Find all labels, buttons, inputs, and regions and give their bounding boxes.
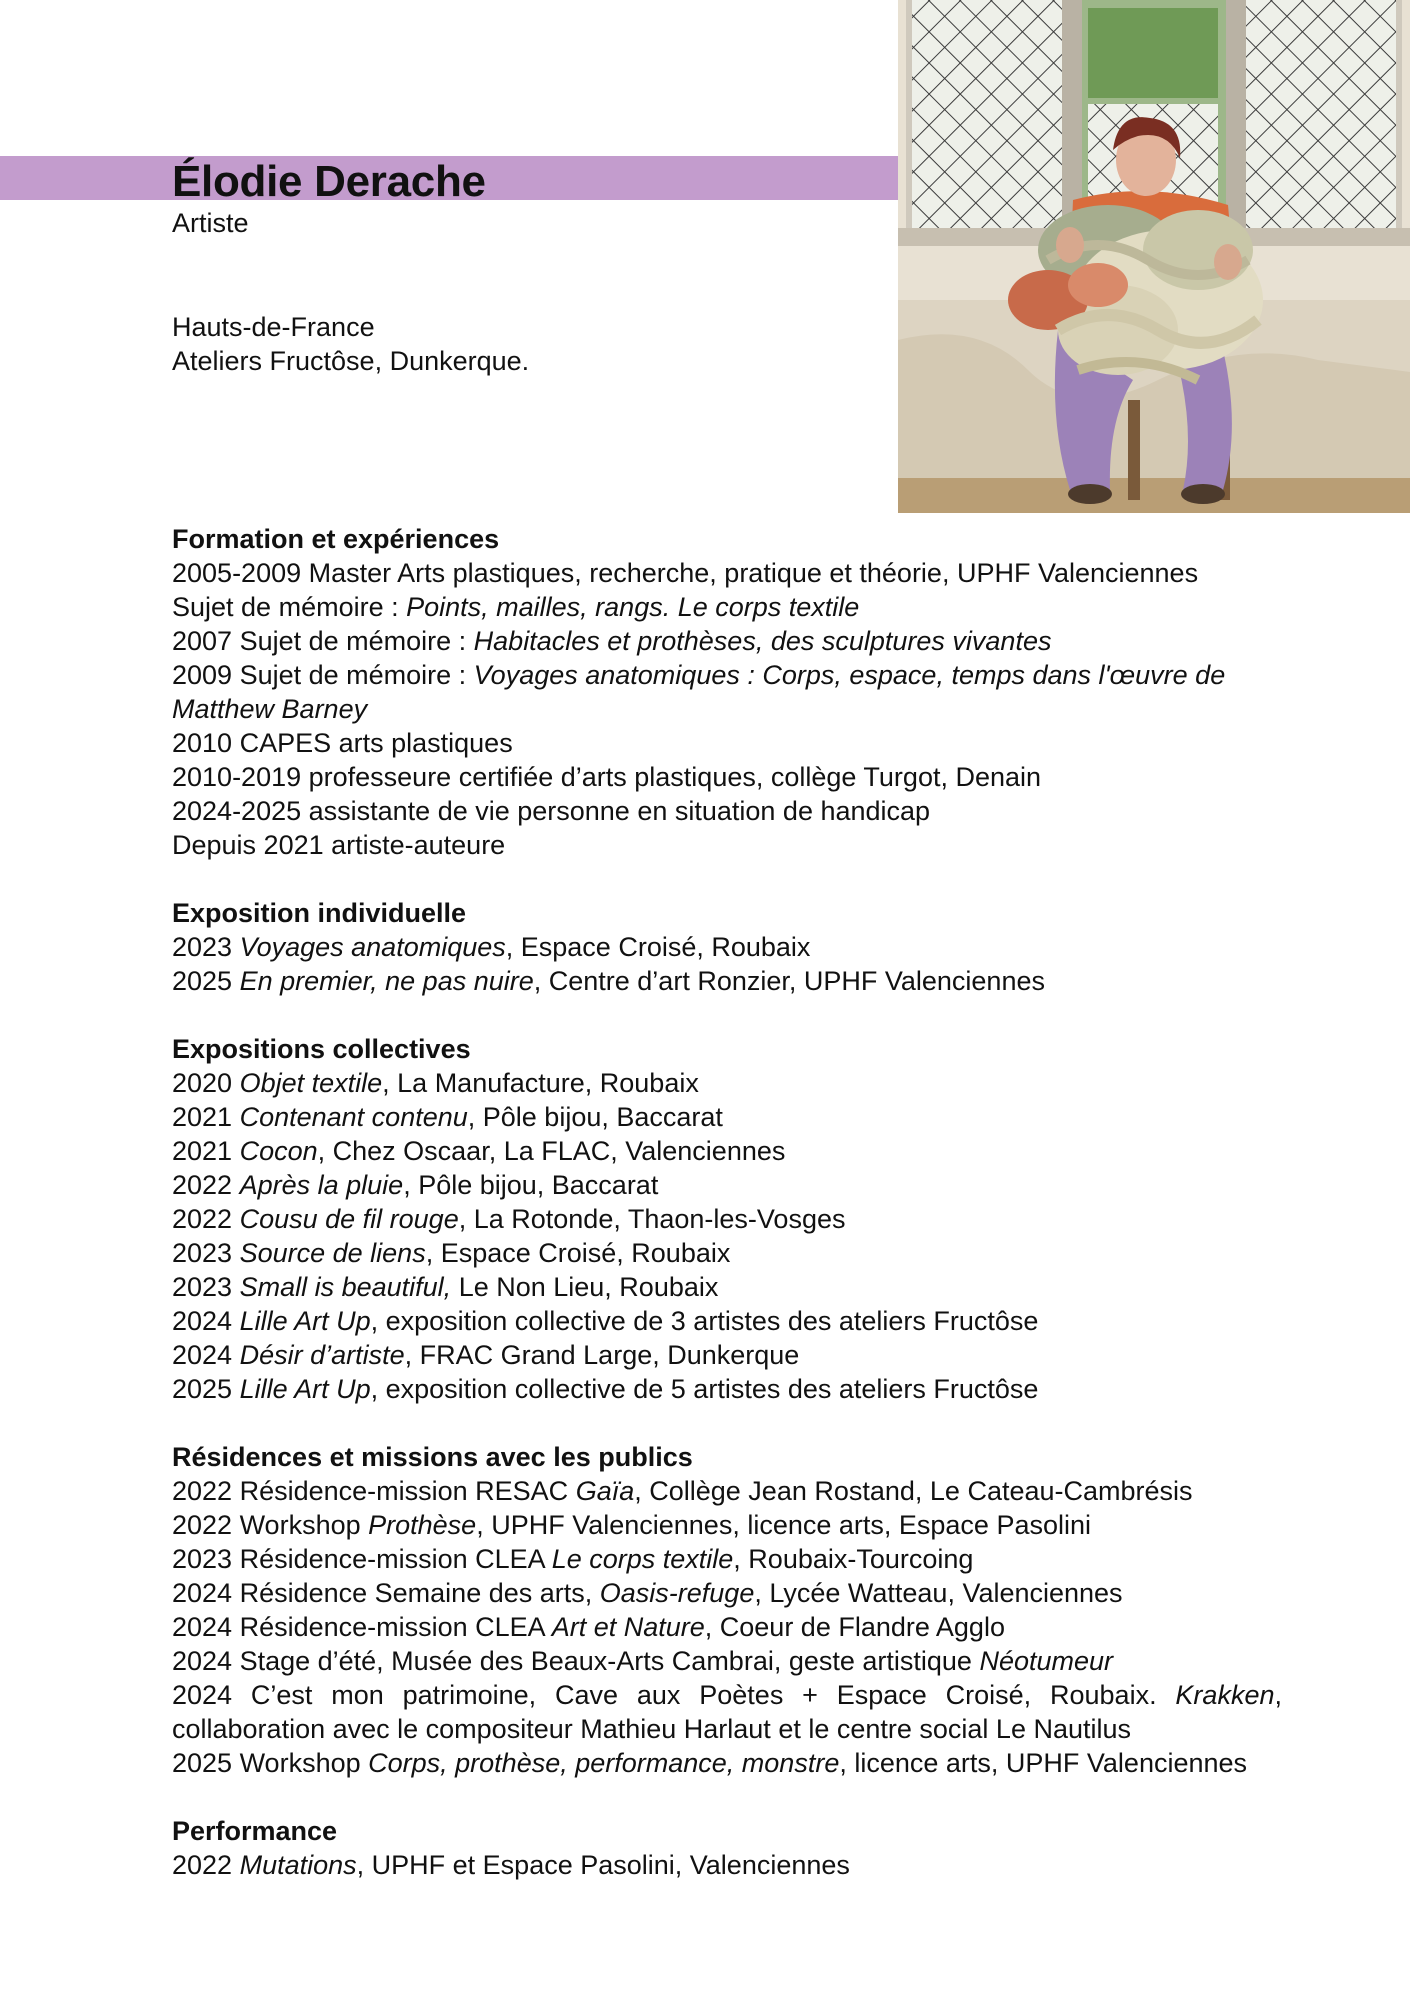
cv-entry <box>172 1270 1282 1304</box>
entry-work-title: Voyages anatomiques <box>239 932 506 962</box>
entry-text: , collaboration avec le compositeur Mathieu Harlaut et le centre social Le Nautilus <box>172 1680 1282 1744</box>
entry-text: 2025 <box>172 966 240 996</box>
entry-text: 2021 <box>172 1136 240 1166</box>
entry-work-title: Habitacles et prothèses, des sculptures vivantes <box>473 626 1052 656</box>
cv-entry <box>172 1542 1282 1576</box>
entry-text: 2023 Résidence-mission CLEA <box>172 1544 552 1574</box>
section-expositions-collectives <box>172 1032 1282 1406</box>
entry-work-title: Mutations <box>239 1850 357 1880</box>
cv-entry <box>172 726 1282 760</box>
entry-text: , Coeur de Flandre Agglo <box>704 1612 1005 1642</box>
section-formation <box>172 522 1282 862</box>
entry-work-title: Après la pluie <box>239 1170 404 1200</box>
entry-text: 2022 <box>172 1204 240 1234</box>
entry-text: 2024-2025 assistante de vie personne en situation de handicap <box>172 796 931 826</box>
entry-text: , UPHF Valenciennes, licence arts, Espace Pasolini <box>476 1510 1091 1540</box>
entry-work-title: En premier, ne pas nuire <box>239 966 534 996</box>
cv-entry <box>172 1304 1282 1338</box>
formation-list <box>172 556 1282 862</box>
entry-work-title: Cocon <box>239 1136 318 1166</box>
entry-text: 2010-2019 professeure certifiée d’arts plastiques, collège Turgot, Denain <box>172 762 1042 792</box>
entry-work-title: Oasis-refuge <box>599 1578 755 1608</box>
location-region: Hauts-de-France <box>172 312 375 342</box>
entry-text: 2023 <box>172 1272 240 1302</box>
entry-text: , exposition collective de 5 artistes des ateliers Fructôse <box>370 1374 1039 1404</box>
entry-text: , UPHF et Espace Pasolini, Valenciennes <box>356 1850 850 1880</box>
entry-text: , La Rotonde, Thaon-les-Vosges <box>458 1204 846 1234</box>
cv-entry <box>172 556 1282 590</box>
entry-text: 2022 <box>172 1850 240 1880</box>
entry-work-title: Contenant contenu <box>239 1102 468 1132</box>
entry-text: Le Non Lieu, Roubaix <box>451 1272 719 1302</box>
entry-work-title: Source de liens <box>239 1238 426 1268</box>
entry-text: 2005-2009 Master Arts plastiques, recherche, pratique et théorie, UPHF Valenciennes <box>172 558 1199 588</box>
section-residences <box>172 1440 1282 1780</box>
entry-text: , Pôle bijou, Baccarat <box>403 1170 659 1200</box>
location-studio: Ateliers Fructôse, Dunkerque. <box>172 346 530 376</box>
entry-work-title: Voyages anatomiques : Corps, espace, temps dans l'œuvre de Matthew Barney <box>172 660 1226 724</box>
entry-text: 2020 <box>172 1068 240 1098</box>
entry-text: 2024 Résidence Semaine des arts, <box>172 1578 600 1608</box>
entry-work-title: Lille Art Up <box>239 1374 371 1404</box>
exposition-individuelle-list <box>172 930 1282 998</box>
entry-text: , Espace Croisé, Roubaix <box>505 932 811 962</box>
entry-text: 2022 <box>172 1170 240 1200</box>
section-title-performance: Performance <box>172 1816 338 1846</box>
entry-text: , FRAC Grand Large, Dunkerque <box>404 1340 800 1370</box>
cv-entry <box>172 1134 1282 1168</box>
cv-entry <box>172 1610 1282 1644</box>
entry-work-title: Small is beautiful, <box>239 1272 452 1302</box>
expositions-collectives-list <box>172 1066 1282 1406</box>
entry-text: 2009 Sujet de mémoire : <box>172 660 474 690</box>
entry-text: , Espace Croisé, Roubaix <box>425 1238 731 1268</box>
section-exposition-individuelle <box>172 896 1282 998</box>
entry-work-title: Objet textile <box>239 1068 383 1098</box>
entry-work-title: Prothèse <box>368 1510 477 1540</box>
cv-entry <box>172 1066 1282 1100</box>
artist-role: Artiste <box>172 208 249 238</box>
cv-entry <box>172 1236 1282 1270</box>
entry-work-title: Corps, prothèse, performance, monstre <box>368 1748 840 1778</box>
cv-entry <box>172 1576 1282 1610</box>
performance-list <box>172 1848 1282 1882</box>
artist-portrait-photo <box>898 0 1410 513</box>
entry-work-title: Art et Nature <box>551 1612 705 1642</box>
entry-work-title: Le corps textile <box>551 1544 734 1574</box>
entry-text: 2022 Workshop <box>172 1510 369 1540</box>
cv-entry <box>172 1168 1282 1202</box>
cv-entry <box>172 1848 1282 1882</box>
entry-text: , Roubaix-Tourcoing <box>733 1544 974 1574</box>
cv-entry <box>172 1644 1282 1678</box>
entry-work-title: Krakken <box>1175 1680 1275 1710</box>
cv-entry <box>172 1372 1282 1406</box>
cv-entry <box>172 964 1282 998</box>
section-title-expositions-collectives: Expositions collectives <box>172 1034 471 1064</box>
cv-entry <box>172 1746 1282 1780</box>
section-title-exposition-individuelle: Exposition individuelle <box>172 898 467 928</box>
cv-entry <box>172 760 1282 794</box>
entry-work-title: Désir d’artiste <box>239 1340 405 1370</box>
cv-entry <box>172 1202 1282 1236</box>
cv-entry <box>172 658 1282 726</box>
entry-text: , La Manufacture, Roubaix <box>382 1068 699 1098</box>
cv-entry <box>172 624 1282 658</box>
entry-text: , exposition collective de 3 artistes des ateliers Fructôse <box>370 1306 1039 1336</box>
cv-entry <box>172 794 1282 828</box>
entry-text: 2022 Résidence-mission RESAC <box>172 1476 576 1506</box>
entry-text: 2023 <box>172 932 240 962</box>
entry-text: 2024 Stage d’été, Musée des Beaux-Arts Cambrai, geste artistique <box>172 1646 980 1676</box>
entry-text: 2024 <box>172 1340 240 1370</box>
entry-text: 2024 <box>172 1306 240 1336</box>
cv-body <box>172 522 1282 1916</box>
entry-text: , Chez Oscaar, La FLAC, Valenciennes <box>317 1136 786 1166</box>
entry-text: , licence arts, UPHF Valenciennes <box>839 1748 1248 1778</box>
entry-text: 2023 <box>172 1238 240 1268</box>
entry-work-title: Points, mailles, rangs. Le corps textile <box>406 592 860 622</box>
residences-list <box>172 1474 1282 1780</box>
section-performance <box>172 1814 1282 1882</box>
section-title-residences: Résidences et missions avec les publics <box>172 1442 693 1472</box>
cv-entry <box>172 930 1282 964</box>
section-title-formation: Formation et expériences <box>172 524 500 554</box>
entry-work-title: Gaïa <box>575 1476 635 1506</box>
entry-text: Depuis 2021 artiste-auteure <box>172 830 506 860</box>
entry-text: 2021 <box>172 1102 240 1132</box>
entry-text: Sujet de mémoire : <box>172 592 407 622</box>
entry-work-title: Cousu de fil rouge <box>239 1204 459 1234</box>
cv-entry <box>172 1474 1282 1508</box>
entry-text: , Centre d’art Ronzier, UPHF Valenciennes <box>533 966 1045 996</box>
entry-text: 2024 Résidence-mission CLEA <box>172 1612 552 1642</box>
entry-work-title: Lille Art Up <box>239 1306 371 1336</box>
cv-entry <box>172 1678 1282 1746</box>
entry-work-title: Néotumeur <box>979 1646 1114 1676</box>
entry-text: 2007 Sujet de mémoire : <box>172 626 474 656</box>
location-block <box>172 310 529 378</box>
entry-text: , Collège Jean Rostand, Le Cateau-Cambrésis <box>634 1476 1193 1506</box>
cv-entry <box>172 828 1282 862</box>
cv-entry <box>172 1100 1282 1134</box>
entry-text: 2024 C’est mon patrimoine, Cave aux Poètes + Espace Croisé, Roubaix. <box>172 1680 1176 1710</box>
artist-name: Élodie Derache <box>172 157 486 206</box>
entry-text: 2025 Workshop <box>172 1748 369 1778</box>
entry-text: , Pôle bijou, Baccarat <box>467 1102 723 1132</box>
entry-text: 2025 <box>172 1374 240 1404</box>
cv-entry <box>172 1338 1282 1372</box>
cv-entry <box>172 1508 1282 1542</box>
entry-text: , Lycée Watteau, Valenciennes <box>754 1578 1123 1608</box>
entry-text: 2010 CAPES arts plastiques <box>172 728 513 758</box>
cv-entry <box>172 590 1282 624</box>
